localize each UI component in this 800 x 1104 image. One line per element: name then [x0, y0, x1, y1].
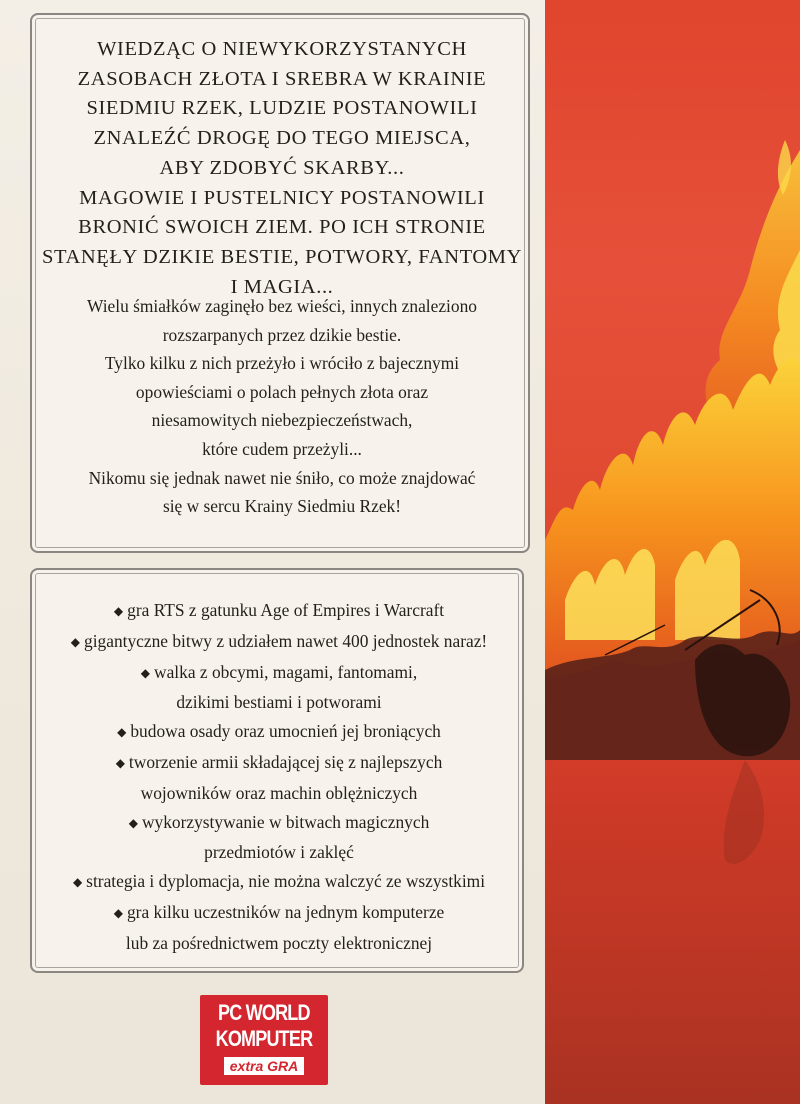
intro-line: MAGOWIE I PUSTELNICY POSTANOWILI: [79, 186, 485, 209]
feature-item-continuation: wojowników oraz machin oblężniczych: [140, 782, 418, 803]
story-line: niesamowitych niebezpieczeństwach,: [151, 410, 413, 431]
feature-item: ◆ gra RTS z gatunku Age of Empires i Warcraft: [113, 600, 445, 620]
story-line: Wielu śmiałków zaginęło bez wieści, innych znaleziono: [87, 296, 477, 316]
intro-line: ABY ZDOBYĆ SKARBY...: [159, 156, 405, 179]
story-line: opowieściami o polach pełnych złota oraz: [135, 381, 429, 402]
feature-item: ◆ gigantyczne bitwy z udziałem nawet 400 jednostek naraz!: [70, 630, 488, 651]
feature-item: ◆ gra kilku uczestników na jednym komputerze: [113, 901, 445, 922]
logo-line-komputer: KOMPUTER: [215, 1026, 313, 1051]
diamond-bullet-icon: ◆: [72, 875, 83, 890]
story-line: Nikomu się jednak nawet nie śniło, co może znajdować: [88, 467, 476, 488]
diamond-bullet-icon: ◆: [140, 665, 151, 680]
diamond-bullet-icon: ◆: [113, 905, 123, 920]
feature-item-continuation: lub za pośrednictwem poczty elektronicznej: [125, 932, 433, 953]
intro-headline: [32, 35, 532, 302]
feature-item-continuation: przedmiotów i zaklęć: [204, 842, 354, 863]
features-list: [32, 596, 526, 958]
feature-item-continuation: dzikimi bestiami i potworami: [176, 692, 382, 713]
intro-line: WIEDZĄC O NIEWYKORZYSTANYCH: [97, 38, 467, 60]
diamond-bullet-icon: ◆: [70, 634, 80, 649]
diamond-bullet-icon: ◆: [117, 725, 127, 740]
intro-line: STANĘŁY DZIKIE BESTIE, POTWORY, FANTOMY: [42, 245, 522, 268]
intro-line: ZNALEŹĆ DROGĘ DO TEGO MIEJSCA,: [93, 127, 471, 150]
intro-line: BRONIĆ SWOICH ZIEM. PO ICH STRONIE: [78, 216, 486, 239]
feature-item: ◆ strategia i dyplomacja, nie można walczyć ze wszystkimi: [72, 871, 486, 892]
feature-item: ◆ tworzenie armii składającej się z najlepszych: [115, 751, 443, 772]
intro-line: I MAGIA...: [230, 275, 334, 298]
flames-illustration: [545, 0, 800, 1104]
pc-world-komputer-logo: [200, 995, 328, 1085]
story-line: się w sercu Krainy Siedmiu Rzek!: [162, 496, 402, 517]
feature-item: ◆ wykorzystywanie w bitwach magicznych: [128, 811, 430, 832]
feature-item: ◆ budowa osady oraz umocnień jej broniących: [117, 721, 441, 742]
diamond-bullet-icon: ◆: [115, 755, 125, 770]
intro-line: ZASOBACH ZŁOTA I SREBRA W KRAINIE: [77, 67, 487, 90]
story-line: które cudem przeżyli...: [202, 438, 362, 459]
story-line: Tylko kilku z nich przeżyło i wróciło z bajecznymi: [104, 353, 460, 374]
diamond-bullet-icon: ◆: [113, 604, 124, 618]
story-paragraph: [32, 292, 532, 521]
fire-artwork: [545, 0, 800, 1104]
story-line: rozszarpanych przez dzikie bestie.: [162, 324, 402, 345]
diamond-bullet-icon: ◆: [128, 815, 138, 830]
intro-line: SIEDMIU RZEK, LUDZIE POSTANOWILI: [86, 97, 478, 120]
feature-item: ◆ walka z obcymi, magami, fantomami,: [140, 661, 418, 682]
logo-extra-gra: extra GRA: [224, 1057, 304, 1075]
logo-line-pc-world: PC WORLD: [218, 1000, 310, 1025]
